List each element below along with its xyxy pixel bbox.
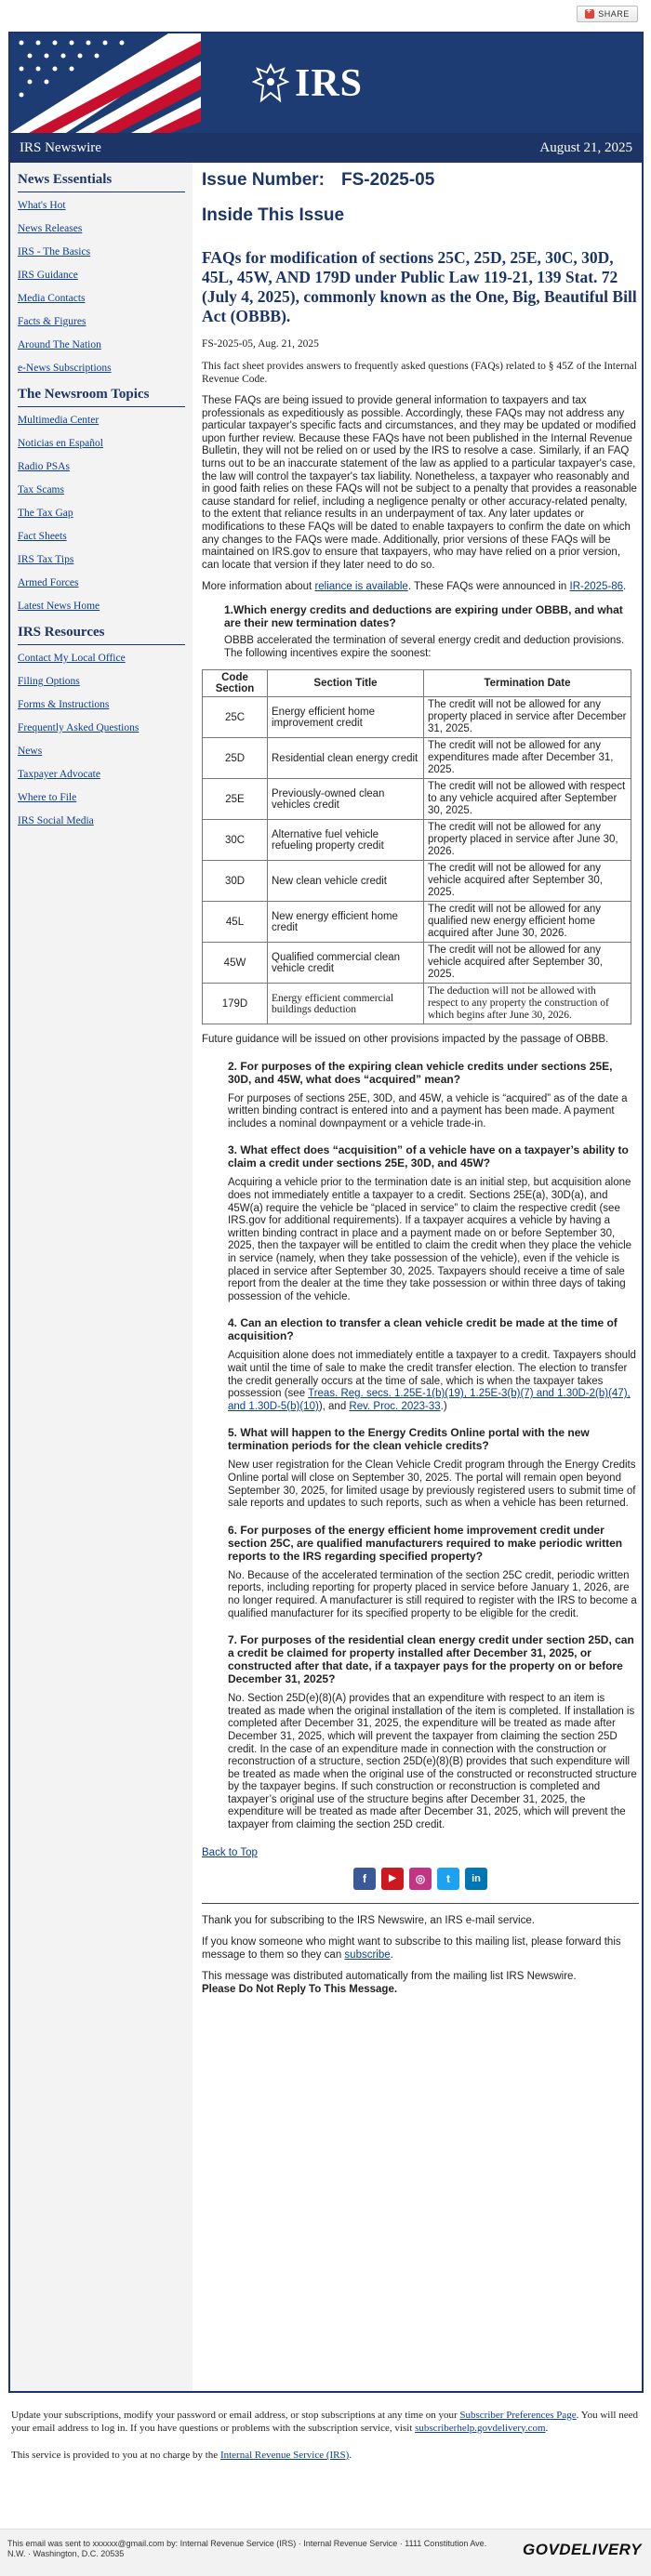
cell-date: The credit will not be allowed for any expenditures made after December 31, 2025. [424, 738, 631, 779]
sidebar-link-local-office[interactable]: Contact My Local Office [18, 653, 126, 664]
cell-code: 45W [203, 943, 268, 984]
share-plus-icon [585, 9, 594, 19]
cell-title: Energy efficient commercial buildings deduction [268, 984, 424, 1024]
facebook-icon[interactable]: f [353, 1868, 376, 1890]
general-paragraph: These FAQs are being issued to provide general information to taxpayers and tax professionals as expeditiously as possible. Accordingly, these FAQs may not address any particular taxpayer's specific facts and circumstances, and they may be updated or modified upon further review. Because these FAQs have not been published in the Internal Revenue Bulletin, they will not be relied on or used by the IRS to resolve a case. Similarly, if an FAQ turns out to be an inaccurate statement of the law as applied to a particular taxpayer's case, the law will control the taxpayer's tax liability. Nonetheless, a taxpayer who reasonably and in good faith relies on these FAQs will not be subject to a penalty that provides a reasonable cause standard for relief, including a negligence penalty or other accuracy-related penalty, to the extent that reliance results in an underpayment of tax. Any later updates or modifications to these FAQs will be dated to enable taxpayers to confirm the date on which any changes to the FAQs were made. Additionally, prior versions of these FAQs will be maintained on IRS.gov to ensure that taxpayers, who may have relied on a prior version, can locate that version if they later need to do so. [202, 395, 637, 571]
cell-code: 25D [203, 738, 268, 779]
table-row [203, 984, 631, 1024]
footer-update-mid: . You will need your email address to log in. If you have questions or problems with the subscription service, visit [11, 2410, 638, 2434]
sidebar-link-fact-sheets[interactable]: Fact Sheets [18, 531, 67, 542]
no-reply-text: Please Do Not Reply To This Message. [202, 1984, 398, 1996]
sidebar-link-tax-scams[interactable]: Tax Scams [18, 484, 64, 495]
cell-title: Alternative fuel vehicle refueling property credit [268, 820, 424, 861]
subscriber-preferences-link[interactable]: Subscriber Preferences Page [459, 2410, 577, 2421]
newsletter-container [8, 32, 644, 2393]
sidebar-link-armed-forces[interactable]: Armed Forces [18, 577, 79, 588]
sidebar-link-whats-hot[interactable]: What's Hot [18, 200, 66, 211]
sidebar-link-multimedia[interactable]: Multimedia Center [18, 415, 100, 426]
cell-title: New clean vehicle credit [268, 861, 424, 902]
sidebar-link-news[interactable]: News [18, 746, 43, 757]
sidebar-link-tax-tips[interactable]: IRS Tax Tips [18, 554, 74, 565]
question-4: 4. Can an election to transfer a clean vehicle credit be made at the time of acquisition? [228, 1316, 618, 1343]
thanks-text: Thank you for subscribing to the IRS Newswire, an IRS e-mail service. [202, 1914, 535, 1926]
cell-date: The credit will not be allowed for any property placed in service after December 31, 2025. [424, 697, 631, 738]
footer-provided-end: . [349, 2450, 352, 2461]
sidebar-link-latest-news[interactable]: Latest News Home [18, 601, 100, 612]
share-button[interactable] [577, 6, 638, 22]
subscribe-link[interactable]: subscribe [344, 1949, 391, 1961]
question-1: 1.Which energy credits and deductions are expiring under OBBB, and what are their new termination dates? [224, 602, 623, 629]
sidebar-link-news-releases[interactable]: News Releases [18, 223, 83, 234]
footer-update-pre: Update your subscriptions, modify your password or email address, or stop subscriptions at any time on your [11, 2410, 460, 2421]
table-row [203, 902, 631, 943]
sidebar-link-facts-figures[interactable]: Facts & Figures [18, 316, 86, 327]
issue-number: FS-2025-05 [340, 170, 435, 190]
forward-text [202, 1936, 639, 1962]
main-content [202, 163, 639, 2006]
instagram-icon[interactable]: ◎ [409, 1868, 432, 1890]
irs-banner [10, 33, 642, 133]
sidebar [10, 163, 193, 2391]
sidebar-link-irs-basics[interactable]: IRS - The Basics [18, 246, 91, 258]
sidebar-link-media-contacts[interactable]: Media Contacts [18, 293, 86, 304]
footer-provided-text [11, 2450, 640, 2463]
more-info-text-2: . These FAQs were announced in [407, 581, 570, 593]
cell-date: The credit will not be allowed for any property placed in service after June 30, 2026. [424, 820, 631, 861]
table-row [203, 697, 631, 738]
table-row [203, 738, 631, 779]
answer-4-text: Acquisition alone does not immediately entitle a taxpayer to a credit. Taxpayers should wait until the time of sale to make the credit transfer election. The election to transfer the credit generally occurs at the time of sale, which is when the taxpayer takes possession (see [228, 1350, 636, 1400]
sidebar-link-around-nation[interactable]: Around The Nation [18, 339, 101, 350]
title-bar [10, 133, 642, 163]
cell-date: The credit will not be allowed for any vehicle acquired after September 30, 2025. [424, 861, 631, 902]
faq-title: FAQs for modification of sections 25C, 25D, 25E, 30C, 30D, 45L, 45W, AND 179D under Public Law 119-21, 139 Stat. 72 (July 4, 2025), commonly known as the One, Big, Beautiful Bill Act (OBBB). [202, 248, 637, 325]
sidebar-link-irs-guidance[interactable]: IRS Guidance [18, 270, 78, 281]
newswire-title: IRS Newswire [20, 139, 101, 155]
top-bar [0, 0, 651, 26]
footer [11, 2410, 640, 2463]
question-3: 3. What effect does “acquisition” of a vehicle have on a taxpayer’s ability to claim a credit under sections 25E, 30D, and 45W? [228, 1143, 629, 1170]
social-icons [202, 1868, 639, 1890]
answer-4 [228, 1350, 639, 1413]
answer-7: No. Section 25D(e)(8)(A) provides that an expenditure with respect to an item is treated as made when the original installation of the item is completed. If installation is completed after December 31, 2025, the expenditure will be treated as made after December 31, 2025, which will prevent the taxpayer from claiming the section 25D credit. In the case of an expenditure made in connection with the construction or reconstruction of a structure, section 25D(e)(8)(B) provides that such expenditure will be treated as made when the original use of the constructed or reconstructed structure by the taxpayer begins. If such construction or reconstruction is completed and taxpayer’s original use of the structure begins after December 31, 2025, the expenditure will be treated as made after December 31, 2025, which will prevent the taxpayer from claiming the section 25D credit. [228, 1693, 637, 1831]
sidebar-heading: The Newsroom Topics [18, 387, 185, 407]
footer-provided-pre: This service is provided to you at no charge by the [11, 2450, 220, 2461]
rev-proc-link[interactable]: Rev. Proc. 2023-33 [349, 1400, 441, 1412]
question-2: 2. For purposes of the expiring clean vehicle credits under sections 25E, 30D, and 45W, what does “acquired” mean? [228, 1059, 613, 1086]
question-6: 6. For purposes of the energy efficient home improvement credit under section 25C, are qualified manufacturers required to make periodic written reports to the IRS regarding specified property? [228, 1523, 623, 1563]
cell-date: The credit will not be allowed for any vehicle acquired after September 30, 2025. [424, 943, 631, 984]
cell-date: The credit will not be allowed for any qualified new energy efficient home acquired after June 30, 2026. [424, 902, 631, 943]
answer-4-end: .) [440, 1400, 447, 1412]
twitter-icon[interactable]: t [437, 1868, 459, 1890]
table-header-row [203, 670, 631, 697]
divider [202, 1903, 639, 1904]
sidebar-link-radio-psas[interactable]: Radio PSAs [18, 461, 70, 472]
govdelivery-bar [0, 2529, 651, 2576]
table-row [203, 779, 631, 820]
answer-4-mid: ), and [318, 1400, 350, 1412]
ir-2025-86-link[interactable]: IR-2025-86 [569, 581, 624, 593]
question-5: 5. What will happen to the Energy Credits Online portal with the new termination periods for the clean vehicle credits? [228, 1426, 590, 1453]
sidebar-link-noticias[interactable]: Noticias en Español [18, 438, 103, 449]
more-info-paragraph [202, 581, 639, 594]
answer-2: For purposes of sections 25E, 30D, and 45W, a vehicle is “acquired” as of the date a written binding contract is entered into and a payment has been made. A payment includes a nominal downpayment or a vehicle trade-in. [228, 1092, 628, 1129]
sidebar-link-forms[interactable]: Forms & Instructions [18, 699, 110, 710]
cell-date: The credit will not be allowed with respect to any vehicle acquired after September 30, 2025. [424, 779, 631, 820]
col-header-code: Code Section [203, 670, 268, 697]
back-to-top-link[interactable]: Back to Top [202, 1846, 258, 1858]
table-row [203, 820, 631, 861]
sidebar-link-taxpayer-advocate[interactable]: Taxpayer Advocate [18, 769, 100, 780]
auto-text: This message was distributed automatically from the mailing list IRS Newswire. [202, 1971, 577, 1983]
forward-end: . [390, 1949, 393, 1961]
sidebar-link-filing-options[interactable]: Filing Options [18, 676, 80, 687]
share-label: SHARE [598, 9, 630, 19]
irs-link[interactable]: Internal Revenue Service (IRS) [219, 2450, 350, 2461]
fs-line: FS-2025-05, Aug. 21, 2025 [202, 338, 319, 350]
govdelivery-logo: GOVDELIVERY [523, 2541, 642, 2558]
footer-update-end: . [545, 2422, 549, 2434]
cell-code: 30C [203, 820, 268, 861]
answer-6: No. Because of the accelerated termination of the section 25C credit, periodic written reports, including reporting for property placed in service before January 1, 2026, are no longer required. A manufacturer is still required to register with the IRS to become a qualified manufacturer for its specified property to be eligible for the credit. [228, 1569, 637, 1619]
cell-code: 30D [203, 861, 268, 902]
sidebar-link-tax-gap[interactable]: The Tax Gap [18, 508, 73, 519]
cell-date: The deduction will not be allowed with respect to any property the construction of which begins after June 30, 2026. [424, 984, 631, 1024]
forward-pre: If you know someone who might want to subscribe to this mailing list, please forward this message to them so they can [202, 1936, 621, 1961]
table-row [203, 943, 631, 984]
answer-3: Acquiring a vehicle prior to the termination date is an initial step, but acquisition alone does not immediately entitle a taxpayer to a credit. Sections 25E(a), 30D(a), and 45W(a) require the vehicle be “placed in service” to claim the respective credit (see IRS.gov for additional requirements). If a taxpayer acquires a vehicle by having a written binding contract in place and a payment made on or before September 30, 2025, then the taxpayer will be entitled to claim the credit when they place the vehicle in service (namely, when they take possession of the vehicle), even if the vehicle is placed in service after September 30, 2025. Taxpayers should receive a time of sale report from the dealer at the time they take possession or within three days of taking possession of the vehicle. [228, 1177, 632, 1302]
sent-to-text: This email was sent to xxxxxx@gmail.com by: Internal Revenue Service (IRS) · Internal Revenue Service · 1111 Constitution Ave. N.W. · Washington, D.C. 20535 [7, 2539, 487, 2558]
reliance-link[interactable]: reliance is available [314, 581, 408, 593]
col-header-title: Section Title [268, 670, 424, 697]
cell-title: Qualified commercial clean vehicle credit [268, 943, 424, 984]
sidebar-section-newsroom-topics [18, 387, 185, 612]
cell-code: 179D [203, 984, 268, 1024]
sidebar-link-social-media[interactable]: IRS Social Media [18, 815, 94, 826]
issue-number-heading [202, 170, 639, 191]
sidebar-link-enews[interactable]: e-News Subscriptions [18, 363, 112, 374]
cell-code: 25E [203, 779, 268, 820]
sidebar-link-where-to-file[interactable]: Where to File [18, 792, 77, 803]
question-1-intro: OBBB accelerated the termination of several energy credit and deduction provisions. The following incentives expire the soonest: [224, 634, 625, 659]
issue-label: Issue Number: [202, 170, 325, 190]
inside-heading: Inside This Issue [202, 205, 345, 225]
issue-date: August 21, 2025 [539, 139, 632, 155]
sidebar-heading: News Essentials [18, 172, 185, 192]
future-guidance: Future guidance will be issued on other provisions impacted by the passage of OBBB. [202, 1034, 609, 1046]
question-7: 7. For purposes of the residential clean energy credit under section 25D, can a credit be claimed for property installed after December 31, 2025, or constructed after that date, if a taxpayer pays for the property on or before December 31, 2025? [228, 1633, 634, 1686]
more-info-end: . [623, 581, 627, 593]
irs-logo [252, 61, 363, 106]
linkedin-icon[interactable]: in [465, 1868, 487, 1890]
eagle-icon [252, 63, 289, 104]
irs-logo-text: IRS [295, 62, 364, 105]
american-flag-graphic [10, 33, 201, 133]
cell-code: 25C [203, 697, 268, 738]
youtube-icon[interactable]: ▶ [381, 1868, 404, 1890]
termination-table [202, 669, 631, 1024]
sidebar-heading: IRS Resources [18, 625, 185, 645]
cell-code: 45L [203, 902, 268, 943]
treas-reg-link[interactable]: Treas. Reg. secs. 1.25E-1(b)(19), 1.25E-3(b)(7) and 1.30D-2(b)(47), and 1.30D-5(b)(10) [228, 1388, 631, 1412]
footer-update-text [11, 2410, 640, 2435]
col-header-date: Termination Date [424, 670, 631, 697]
subscriber-help-link[interactable]: subscriberhelp.govdelivery.com [415, 2422, 546, 2434]
table-row [203, 861, 631, 902]
cell-title: New energy efficient home credit [268, 902, 424, 943]
intro-paragraph: This fact sheet provides answers to frequently asked questions (FAQs) related to § 45Z of the Internal Revenue Code. [202, 361, 637, 385]
cell-title: Previously-owned clean vehicles credit [268, 779, 424, 820]
cell-title: Residential clean energy credit [268, 738, 424, 779]
sidebar-section-irs-resources [18, 625, 185, 826]
sidebar-link-faqs[interactable]: Frequently Asked Questions [18, 722, 140, 733]
sidebar-section-news-essentials [18, 172, 185, 374]
cell-title: Energy efficient home improvement credit [268, 697, 424, 738]
more-info-text: More information about [202, 581, 315, 593]
answer-5: New user registration for the Clean Vehicle Credit program through the Energy Credits Online portal will close on September 30, 2025. The portal will remain open beyond September 30, 2025, for limited usage by previously registered users to submit time of sale reports and updates to such reports, such as when a vehicle has been returned. [228, 1460, 636, 1510]
